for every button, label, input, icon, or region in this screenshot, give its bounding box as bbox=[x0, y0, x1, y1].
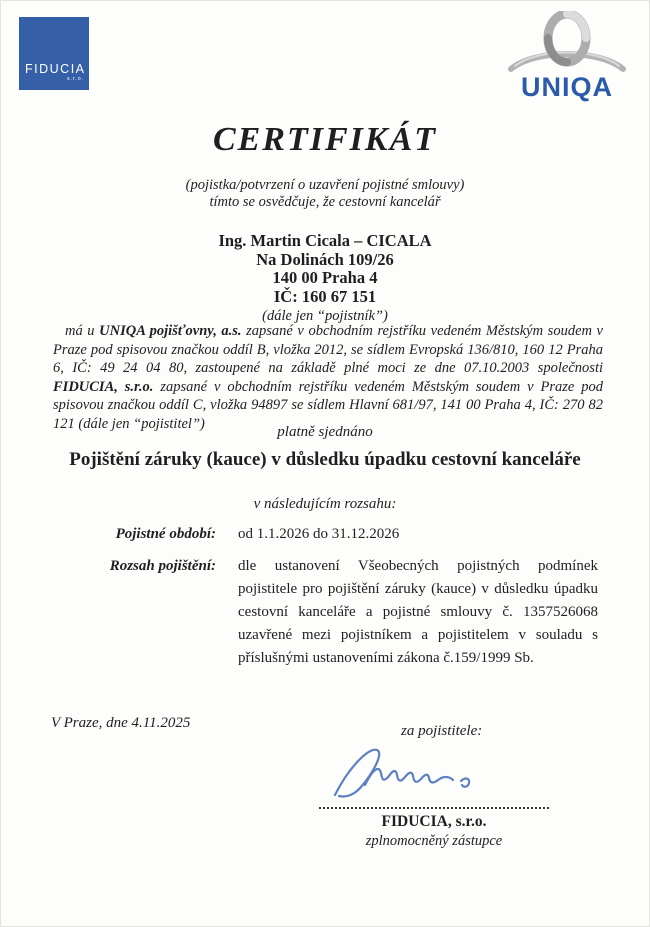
policy-paragraph bbox=[53, 322, 603, 433]
certificate-subtitle bbox=[1, 177, 649, 211]
insured-street: Na Dolinách 109/26 bbox=[256, 249, 394, 269]
subtitle-line-1: (pojistka/potvrzení o uzavření pojistné smlouvy) bbox=[185, 177, 465, 193]
uniqa-logo-text: UNIQA bbox=[521, 72, 613, 102]
insured-company-id: IČ: 160 67 151 bbox=[273, 286, 377, 306]
agreement-intro: platně sjednáno bbox=[277, 424, 373, 440]
certificate-title: CERTIFIKÁT bbox=[212, 121, 438, 158]
policy-details bbox=[1, 523, 650, 679]
detail-row-period bbox=[1, 523, 650, 546]
detail-value-period: od 1.1.2026 do 31.12.2026 bbox=[238, 526, 400, 542]
signatory-company: FIDUCIA, s.r.o. bbox=[381, 813, 487, 830]
place-date: V Praze, dne 4.11.2025 bbox=[51, 715, 191, 731]
detail-label-scope: Rozsah pojištění: bbox=[109, 558, 216, 574]
uniqa-ring-icon bbox=[505, 11, 629, 73]
detail-row-scope bbox=[1, 555, 650, 670]
paragraph-part-1: má u bbox=[65, 323, 100, 339]
insured-city: 140 00 Praha 4 bbox=[272, 268, 378, 287]
paragraph-part-3: zapsané v obchodním rejstříku vedeném Městským soudem v Praze pod spisovou značkou oddíl C, vložka 94897 se sídlem Hlavní 681/97, 141 00 Praha 4, IČ: 270 82 121 (dále jen “pojistitel”) bbox=[53, 378, 603, 432]
insurer-name-bold: UNIQA pojišťovny, a.s. bbox=[99, 323, 242, 339]
signatory-block bbox=[309, 813, 559, 850]
fiducia-logo-suffix: s.r.o. bbox=[67, 76, 84, 82]
signature-dotted-line bbox=[319, 783, 549, 809]
broker-name-bold: FIDUCIA, s.r.o. bbox=[53, 378, 154, 395]
uniqa-logo bbox=[505, 11, 629, 103]
detail-label-period: Pojistné období: bbox=[115, 526, 216, 542]
fiducia-logo bbox=[19, 17, 89, 90]
signed-for-label: za pojistitele: bbox=[401, 723, 483, 739]
fiducia-logo-text: FIDUCIA bbox=[25, 62, 86, 76]
scope-intro: v následujícím rozsahu: bbox=[253, 496, 397, 512]
subtitle-line-2: tímto se osvědčuje, že cestovní kancelář bbox=[209, 194, 441, 210]
paragraph-part-2: zapsané v obchodním rejstříku vedeném Městským soudem v Praze pod spisovou značkou oddíl B, vložka 2012, se sídlem Evropská 136/810, 160 12 Praha 6, IČ: 49 24 04 80, zastoupené na základě plné moci ze dne 07.10.2003 společnosti bbox=[53, 323, 603, 376]
product-heading: Pojištění záruky (kauce) v důsledku úpadku cestovní kanceláře bbox=[69, 449, 581, 470]
detail-value-scope: dle ustanovení Všeobecných pojistných podmínek pojistitele pro pojištění záruky (kauce) v důsledku úpadku cestovní kanceláře a pojistné smlouvy č. 1357526068 uzavřené mezi pojistníkem a pojistitelem v souladu s příslušnými ustanoveními zákona č.159/1999 Sb. bbox=[238, 558, 598, 666]
insured-block bbox=[1, 232, 649, 326]
insured-name: Ing. Martin Cicala – CICALA bbox=[218, 231, 432, 250]
signatory-role: zplnomocněný zástupce bbox=[365, 833, 503, 849]
insured-alias: (dále jen “pojistník”) bbox=[262, 308, 388, 324]
